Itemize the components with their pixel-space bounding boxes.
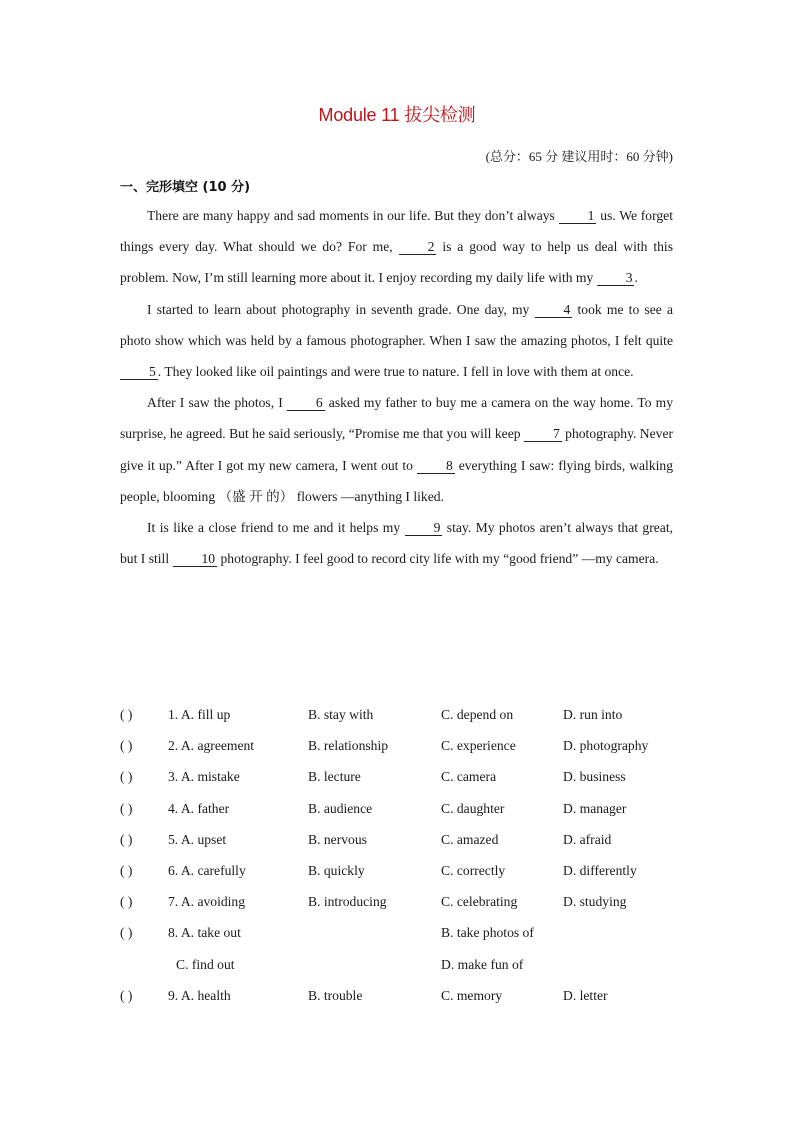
blank-3: 3 xyxy=(597,270,635,286)
option-c: C. memory xyxy=(441,987,503,1003)
option-a: 6. A. carefully xyxy=(168,862,246,878)
section-heading: 一、完形填空 (10 分) xyxy=(120,180,251,195)
page-title: Module 11 拔尖检测 xyxy=(318,105,476,125)
blank-2: 2 xyxy=(399,239,437,255)
option-d: D. business xyxy=(563,769,626,785)
answer-bracket[interactable]: ( ) xyxy=(120,831,133,847)
answer-bracket[interactable]: ( ) xyxy=(120,738,133,754)
option-c: C. experience xyxy=(441,738,516,754)
answer-bracket[interactable]: ( ) xyxy=(120,894,133,910)
cloze-passage xyxy=(120,200,673,574)
passage-text: us. We forget things every day. What should we do? For me, xyxy=(120,208,673,255)
option-b: B. trouble xyxy=(308,987,363,1003)
passage-text: took me to see a photo show which was held by a famous photographer. When I saw the amazing photos, I felt quite xyxy=(120,301,674,348)
answer-options xyxy=(120,700,690,1012)
passage-text: stay. My photos aren’t always that great, but I still xyxy=(120,520,673,567)
score-note: (总分：65 分 建议用时：60 分钟) xyxy=(485,149,673,164)
blank-7: 7 xyxy=(524,426,562,442)
question-row xyxy=(120,762,690,793)
question-row xyxy=(120,918,690,949)
option-d: D. studying xyxy=(563,894,627,910)
passage-text: photography. I feel good to record city life with my “good friend” —my camera. xyxy=(217,551,659,567)
option-b: B. take photos of xyxy=(441,925,534,941)
question-row xyxy=(120,981,690,1012)
option-d: D. photography xyxy=(563,738,649,754)
option-b: B. introducing xyxy=(308,894,387,910)
option-c: C. celebrating xyxy=(441,894,518,910)
option-b: B. quickly xyxy=(308,862,365,878)
answer-bracket[interactable]: ( ) xyxy=(120,769,133,785)
answer-bracket[interactable]: ( ) xyxy=(120,862,133,878)
option-d: D. make fun of xyxy=(441,956,524,972)
option-d: D. letter xyxy=(563,987,608,1003)
answer-bracket[interactable]: ( ) xyxy=(120,987,133,1003)
option-b: B. stay with xyxy=(308,707,374,722)
blank-5: 5 xyxy=(120,364,158,380)
answer-bracket[interactable]: ( ) xyxy=(120,925,133,941)
paragraph-4 xyxy=(120,512,673,574)
passage-text: . xyxy=(634,270,638,286)
option-d: D. manager xyxy=(563,800,627,816)
passage-text: . They looked like oil paintings and were true to nature. I fell in love with them at once. xyxy=(157,364,634,380)
option-a: 7. A. avoiding xyxy=(168,894,246,910)
option-d: D. run into xyxy=(563,707,623,722)
option-c: C. daughter xyxy=(441,800,505,816)
question-row xyxy=(120,856,690,887)
option-a: 8. A. take out xyxy=(168,925,241,941)
option-b: B. relationship xyxy=(308,738,389,754)
blank-4: 4 xyxy=(535,302,573,318)
option-a: 5. A. upset xyxy=(168,831,227,847)
option-b: B. nervous xyxy=(308,831,367,847)
option-c: C. depend on xyxy=(441,707,514,722)
passage-text: asked my father to buy me a camera on the way home. To my surprise, he agreed. But he said seriously, “Promise me that you will keep xyxy=(120,395,673,442)
option-d: D. afraid xyxy=(563,831,612,847)
option-a: 2. A. agreement xyxy=(168,738,255,754)
paragraph-1 xyxy=(120,200,673,294)
passage-text: photography. Never give it up.” After I got my new camera, I went out to xyxy=(120,426,674,473)
option-a: 1. A. fill up xyxy=(168,707,231,722)
question-row xyxy=(120,700,690,731)
option-c: C. correctly xyxy=(441,862,506,878)
option-c: C. amazed xyxy=(441,831,499,847)
passage-text: After I saw the photos, I xyxy=(147,395,287,411)
option-c: C. camera xyxy=(441,769,497,785)
blank-9: 9 xyxy=(405,520,443,536)
option-b: B. audience xyxy=(308,800,373,816)
paragraph-2 xyxy=(120,294,673,388)
question-row xyxy=(120,825,690,856)
question-row xyxy=(120,887,690,918)
passage-text: everything I saw: flying birds, walking people, blooming （盛 开 的） flowers —anything I liked. xyxy=(120,457,673,504)
passage-text: It is like a close friend to me and it helps my xyxy=(147,520,405,536)
option-a: 9. A. health xyxy=(168,987,231,1003)
passage-text: There are many happy and sad moments in our life. But they don’t always xyxy=(147,208,559,223)
option-b: B. lecture xyxy=(308,769,361,785)
answer-bracket[interactable]: ( ) xyxy=(120,707,133,722)
passage-text: is a good way to help us deal with this problem. Now, I’m still learning more about it. I enjoy recording my daily life with my xyxy=(120,239,673,286)
question-row xyxy=(120,731,690,762)
blank-6: 6 xyxy=(287,395,325,411)
question-row xyxy=(120,794,690,825)
answer-bracket[interactable]: ( ) xyxy=(120,800,133,816)
option-d: D. differently xyxy=(563,862,637,878)
blank-1: 1 xyxy=(559,208,597,224)
option-a: 4. A. father xyxy=(168,800,230,816)
blank-10: 10 xyxy=(173,551,218,567)
option-c: C. find out xyxy=(176,956,235,972)
blank-8: 8 xyxy=(417,458,455,474)
question-row-continued xyxy=(120,950,690,981)
paragraph-3 xyxy=(120,387,673,512)
option-a: 3. A. mistake xyxy=(168,769,240,785)
passage-text: I started to learn about photography in seventh grade. One day, my xyxy=(147,301,535,317)
